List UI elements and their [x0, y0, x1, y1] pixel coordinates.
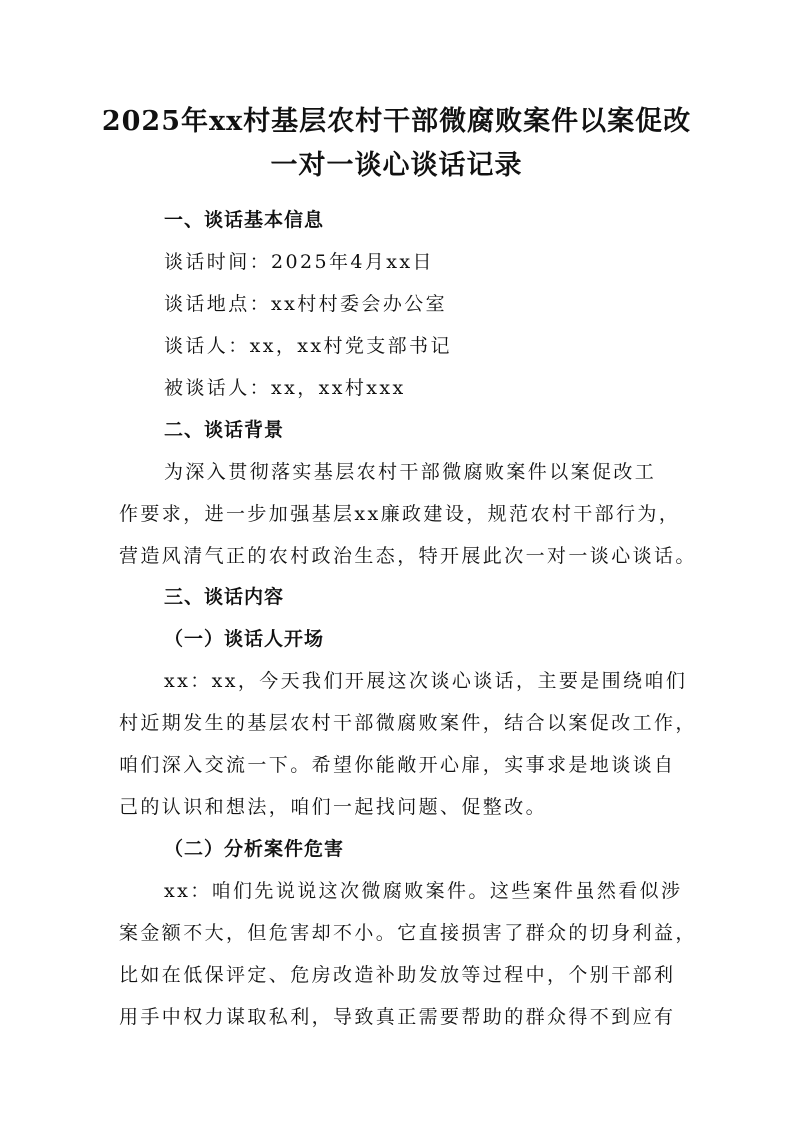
- background-paragraph-line: 为深入贯彻落实基层农村干部微腐败案件以案促改工: [164, 461, 657, 483]
- opening-paragraph-line: 咱们深入交流一下。希望你能敞开心扉，实事求是地谈谈自: [119, 754, 676, 776]
- case-harm-paragraph-line: 比如在低保评定、危房改造补助发放等过程中，个别干部利: [119, 964, 676, 986]
- talker-info: 谈话人：xx，xx村党支部书记: [164, 335, 452, 357]
- talkee-info: 被谈话人：xx，xx村xxx: [164, 377, 406, 399]
- case-harm-paragraph-line: 用手中权力谋取私利，导致真正需要帮助的群众得不到应有: [119, 1006, 676, 1028]
- document-title-line-1: 2025年xx村基层农村干部微腐败案件以案促改: [101, 106, 692, 137]
- opening-paragraph-line: xx：xx，今天我们开展这次谈心谈话，主要是围绕咱们: [164, 670, 688, 692]
- case-harm-paragraph-line: 案金额不大，但危害却不小。它直接损害了群众的切身利益，: [119, 922, 697, 944]
- opening-paragraph-line: 村近期发生的基层农村干部微腐败案件，结合以案促改工作，: [119, 712, 697, 734]
- document-title-line-2: 一对一谈心谈话记录: [270, 150, 523, 181]
- background-paragraph-line: 营造风清气正的农村政治生态，特开展此次一对一谈心谈话。: [119, 545, 697, 567]
- talk-place: 谈话地点：xx村村委会办公室: [164, 293, 448, 315]
- opening-paragraph-line: 己的认识和想法，咱们一起找问题、促整改。: [119, 796, 548, 818]
- section-2-heading: 二、谈话背景: [164, 419, 285, 441]
- section-3-heading: 三、谈话内容: [164, 586, 285, 608]
- background-paragraph-line: 作要求，进一步加强基层xx廉政建设，规范农村干部行为，: [119, 503, 681, 525]
- section-1-heading: 一、谈话基本信息: [164, 209, 325, 231]
- subsection-2-heading: （二）分析案件危害: [164, 838, 345, 860]
- talk-time: 谈话时间：2025年4月xx日: [164, 251, 434, 273]
- subsection-1-heading: （一）谈话人开场: [164, 628, 325, 650]
- case-harm-paragraph-line: xx：咱们先说说这次微腐败案件。这些案件虽然看似涉: [164, 880, 683, 902]
